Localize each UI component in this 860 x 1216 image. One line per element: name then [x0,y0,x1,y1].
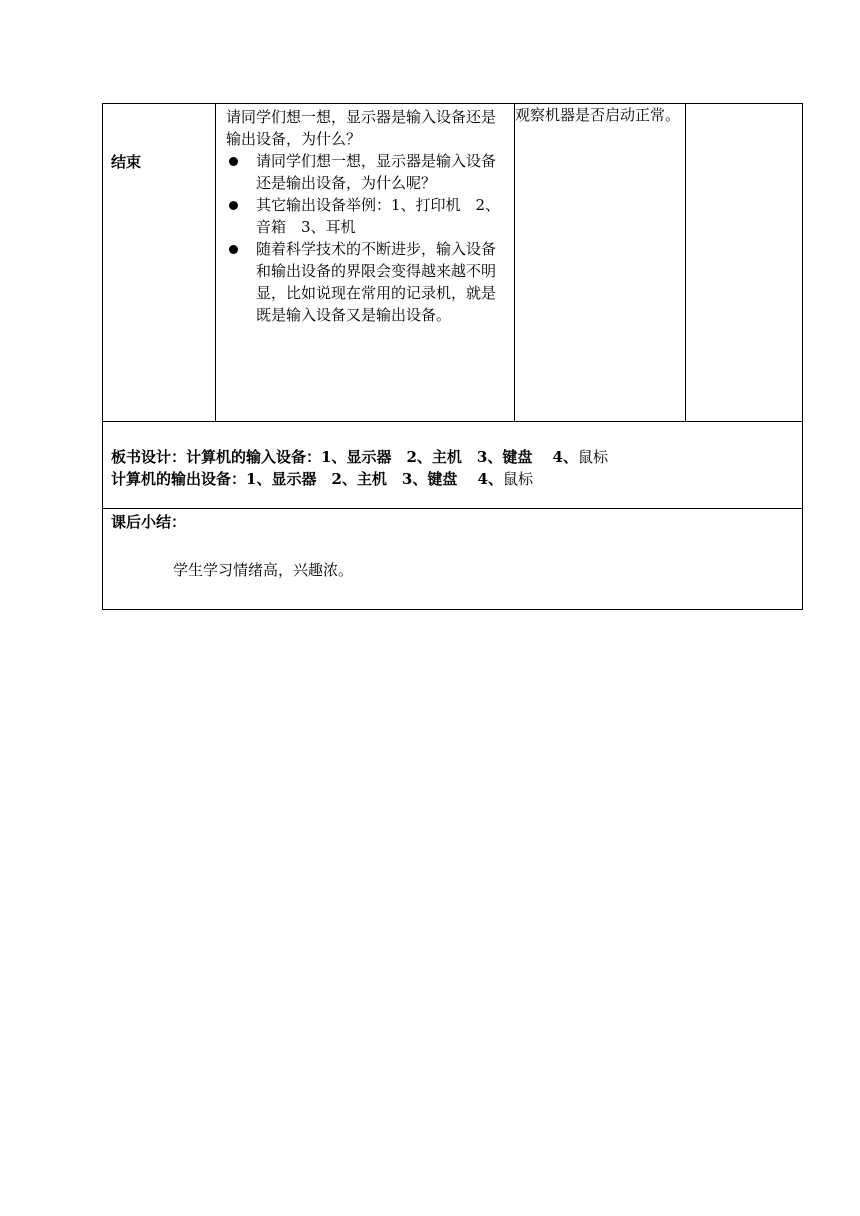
bullet-dot-icon [229,157,238,166]
summary-text: 学生学习情绪高，兴趣浓。 [173,561,354,579]
stage-row [103,104,803,422]
bullet-item [226,238,508,326]
stage-bullet-list [216,150,514,326]
bullet-text: 其它输出设备举例：1、打印机 2、音箱 3、耳机 [256,196,501,236]
stage-intro: 请同学们想一想，显示器是输入设备还是输出设备，为什么？ [226,108,497,148]
summary-row [103,509,803,610]
board-line-input-bold: 板书设计：计算机的输入设备：1、显示器 2、主机 3、键盘 4、 [111,448,578,466]
board-line-input-tail: 鼠标 [577,448,608,466]
notes-cell [686,104,803,422]
stage-label: 结束 [103,104,216,422]
bullet-dot-icon [229,201,238,210]
bullet-text: 请同学们想一想，显示器是输入设备还是输出设备，为什么呢？ [256,152,497,192]
board-line-output-bold: 计算机的输出设备：1、显示器 2、主机 3、键盘 4、 [111,470,503,488]
board-design-row [103,422,803,509]
board-line-input [111,446,802,468]
bullet-item [226,194,508,238]
board-line-output [111,468,802,490]
board-line-output-tail: 鼠标 [502,470,533,488]
bullet-item [226,150,508,194]
lesson-plan-table [102,103,803,610]
bullet-dot-icon [229,245,238,254]
board-design-cell [103,422,803,509]
stage-content-cell [216,104,515,422]
bullet-text: 随着科学技术的不断进步，输入设备和输出设备的界限会变得越来越不明显，比如说现在常用的记录机，就是既是输入设备又是输出设备。 [256,240,497,324]
summary-cell [103,509,803,610]
summary-title: 课后小结： [111,513,187,531]
student-activity-cell: 观察机器是否启动正常。 [515,104,686,422]
